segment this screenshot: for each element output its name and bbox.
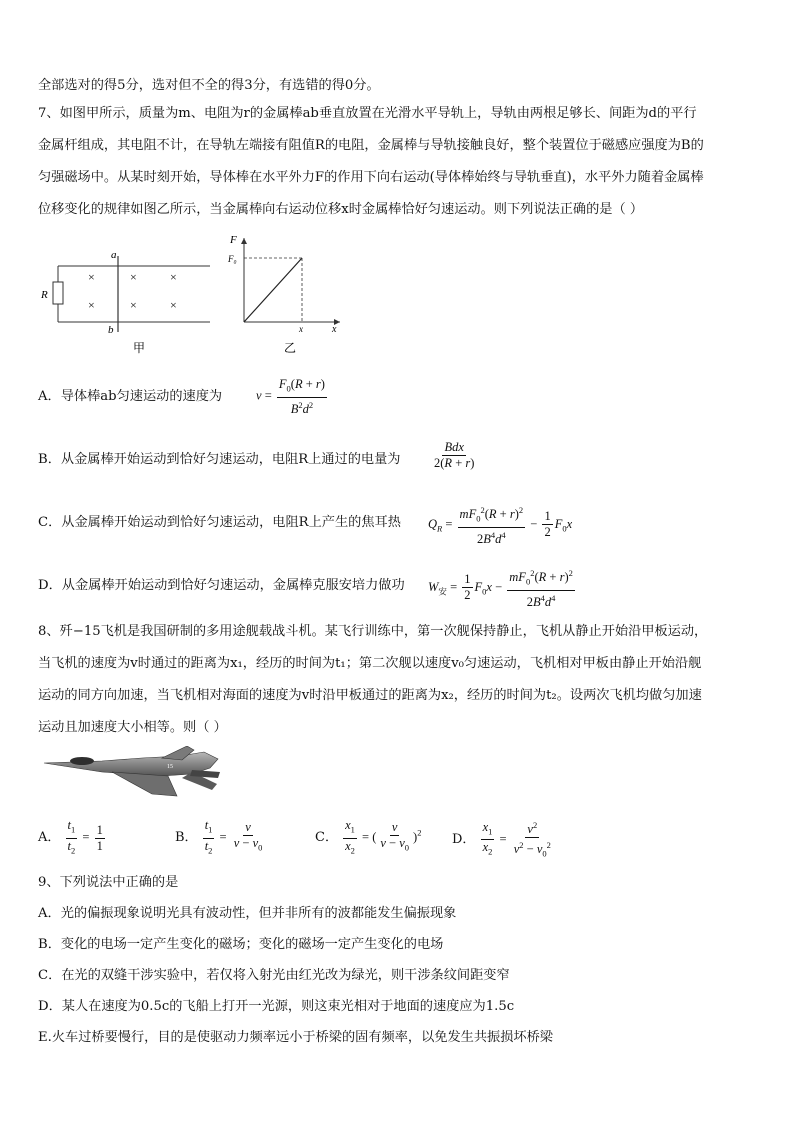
label-f0: F₀ <box>228 254 237 264</box>
force-line <box>244 258 302 322</box>
caption-yi: 乙 <box>284 341 297 355</box>
q8-option-a: A． $\frac{t_1}{t_2}$ = $\frac{1}{1}$ <box>38 818 103 855</box>
formula-a: v = $\frac{F_0(R + r)}{B^2d^2}$ <box>256 377 325 416</box>
q8-line-2: 当飞机的速度为v时通过的距离为x₁，经历的时间为t₁；第二次舰以速度v₀匀速运动，飞机相对甲板由静止开始沿舰 <box>38 656 702 671</box>
q7-option-d: D．从金属棒开始运动到恰好匀速运动，金属棒克服安培力做功 $W_安$ = $\frac{1}{2}$ $F_0x$ − $\frac{mF_0^2(R + r)^2}{2B^4d^4}$ <box>38 578 405 594</box>
q8-line-1: 8、歼−15飞机是我国研制的多用途舰载战斗机。某飞行训练中，第一次舰保持静止，飞机从静止开始沿甲板运动， <box>38 624 708 639</box>
field-cross: × <box>88 298 95 312</box>
field-cross: × <box>170 298 177 312</box>
formula-d: $W_安$ = $\frac{1}{2}$ $F_0x$ − $\frac{mF_0^2(R + r)^2}{2B^4d^4}$ <box>428 568 573 609</box>
fighter-jet-image <box>42 746 222 804</box>
q7-line-2: 金属杆组成，其电阻不计，在导轨左端接有阻值R的电阻，金属棒与导轨接触良好，整个装置位于磁感应强度为B的 <box>38 138 704 153</box>
label-r: R <box>41 289 48 301</box>
axis-label-x: x <box>332 324 337 335</box>
q9-option-c: C．在光的双缝干涉实验中，若仅将入射光由红光改为绿光，则干涉条纹间距变窄 <box>38 968 510 983</box>
svg-text:15: 15 <box>167 764 173 770</box>
force-graph <box>222 232 347 356</box>
field-cross: × <box>88 270 95 284</box>
q7-option-a: A．导体棒ab匀速运动的速度为 v = $\frac{F_0(R + r)}{B^2d^2}$ <box>38 389 222 405</box>
caption-jia: 甲 <box>133 341 146 355</box>
q7-option-c: C．从金属棒开始运动到恰好匀速运动，电阻R上产生的焦耳热 $Q_R$ = $\frac{mF_0^2(R + r)^2}{2B^4d^4}$ − $\frac{1}{2}$ $F_0x$ <box>38 505 573 546</box>
label-x-mark: x <box>299 324 303 334</box>
field-cross: × <box>130 270 137 284</box>
resistor <box>53 282 63 304</box>
q7-line-3: 匀强磁场中。从某时刻开始，导体棒在水平外力F的作用下向右运动(导体棒始终与导轨垂直)，水平外力随着金属棒 <box>38 170 704 185</box>
q9-stem: 9、下列说法中正确的是 <box>38 875 179 890</box>
q8-line-3: 运动的同方向加速，当飞机相对海面的速度为v时沿甲板通过的距离为x₂，经历的时间为t₂。设两次飞机均做匀加速 <box>38 688 702 703</box>
q9-option-e: E.火车过桥要慢行，目的是使驱动力频率远小于桥梁的固有频率，以免发生共振损坏桥梁 <box>38 1030 553 1045</box>
q7-line-4: 位移变化的规律如图乙所示，当金属棒向右运动位移x时金属棒恰好匀速运动。则下列说法正确的是（ ） <box>38 202 644 217</box>
q9-option-b: B．变化的电场一定产生变化的磁场；变化的磁场一定产生变化的电场 <box>38 937 444 952</box>
field-cross: × <box>170 270 177 284</box>
q8-line-4: 运动且加速度大小相等。则（ ） <box>38 720 227 735</box>
axis-label-f: F <box>230 234 237 246</box>
q9-option-a: A．光的偏振现象说明光具有波动性，但并非所有的波都能发生偏振现象 <box>38 906 457 921</box>
q9-option-d: D．某人在速度为0.5c的飞船上打开一光源，则这束光相对于地面的速度应为1.5c <box>38 999 515 1014</box>
label-a: a <box>111 249 117 261</box>
q8-option-d: D． $\frac{x_1}{x_2}$ = $\frac{v^2}{v^2 - v_0^2}$ <box>452 819 551 859</box>
intro-text: 全部选对的得5分，选对但不全的得3分，有选错的得0分。 <box>38 78 380 93</box>
field-cross: × <box>130 298 137 312</box>
q7-line-1: 7、如图甲所示，质量为m、电阻为r的金属棒ab垂直放置在光滑水平导轨上，导轨由两根足够长、间距为d的平行 <box>38 106 697 121</box>
q8-option-c: C． $\frac{x_1}{x_2}$ = ( $\frac{v}{v - v_0}$ )$^2$ <box>315 818 422 855</box>
q8-option-b: B． $\frac{t_1}{t_2}$ = $\frac{v}{v - v_0}$ <box>175 818 263 855</box>
formula-c: $Q_R$ = $\frac{mF_0^2(R + r)^2}{2B^4d^4}$ − $\frac{1}{2}$ $F_0x$ <box>428 505 573 546</box>
q7-option-b: B．从金属棒开始运动到恰好匀速运动，电阻R上通过的电量为 $\frac{\text{Bdx}}{2(R + r)}$ <box>38 452 401 468</box>
label-b: b <box>108 324 114 336</box>
circuit-figure <box>38 246 218 356</box>
formula-b: $\frac{\text{Bdx}}{2(R + r)}$ <box>434 440 475 470</box>
